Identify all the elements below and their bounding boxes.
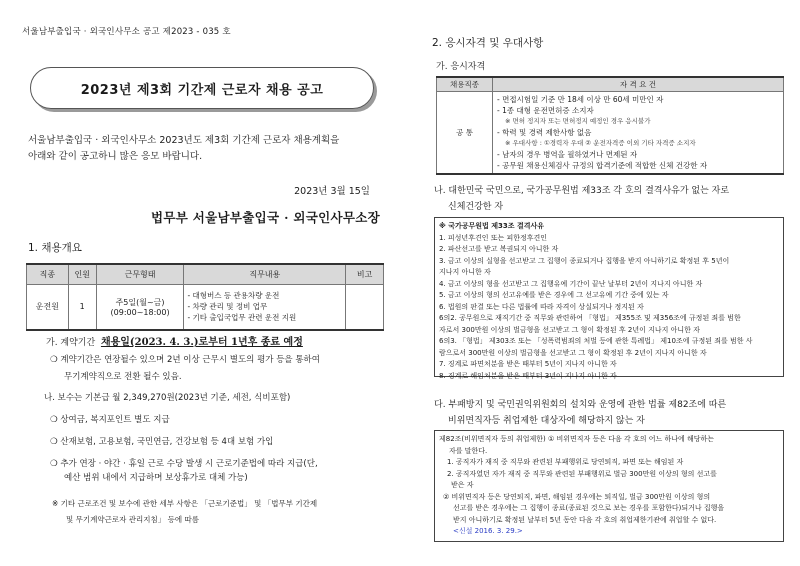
restriction-line: 비위면직자등 취업제한 대상자에 해당하지 않는 자 bbox=[448, 416, 645, 426]
intro-line: 아래와 같이 공고하니 많은 응모 바랍니다. bbox=[28, 151, 203, 162]
list-item: ❍ 산재보험, 고용보험, 국민연금, 건강보험 등 4대 보험 가입 bbox=[50, 437, 274, 447]
category-cell: 공 통 bbox=[437, 91, 493, 174]
disqualification-reasons-box bbox=[434, 217, 784, 380]
law-article-line: 1. 공직자가 재직 중 직무와 관련된 부패행위로 당연퇴직, 파면 또는 해임된 자 bbox=[447, 458, 684, 466]
note-cell bbox=[346, 284, 384, 330]
table-row bbox=[437, 91, 784, 174]
salary-bullets bbox=[50, 413, 390, 485]
intro-line: 서울남부출입국 · 외국인사무소 2023년도 제3회 기간제 근로자 채용계획을 bbox=[28, 135, 340, 146]
table-header-row bbox=[27, 264, 384, 284]
disqualification-line: 2. 파산선고를 받고 복권되지 아니한 자 bbox=[439, 245, 559, 253]
work-conditions-note bbox=[52, 496, 392, 528]
eligibility-line: 나. 대한민국 국민으로, 국가공무원법 제33조 각 호의 결격사유가 없는 자로 bbox=[434, 186, 730, 196]
list-item: ❍ 상여금, 복지포인트 별도 지급 bbox=[50, 415, 170, 425]
requirements-cell bbox=[493, 91, 784, 174]
disqualification-line: 지나지 아니한 자 bbox=[439, 268, 491, 276]
table-header-cell: 채용직종 bbox=[437, 77, 493, 91]
requirement-subnote: ※ 우대사항 : ①경력자 우대 ② 운전자격증 이외 기타 자격증 소지자 bbox=[505, 138, 696, 147]
note-line: 및 무기계약근로자 관리지침」 등에 따름 bbox=[66, 515, 199, 524]
work-hours: (09:00~18:00) bbox=[110, 307, 170, 317]
table-header-cell: 인원 bbox=[68, 264, 96, 284]
section-heading-qualifications: 2. 응시자격 및 우대사항 bbox=[432, 37, 544, 49]
law-article-line: ② 비위면직자 등은 당연퇴직, 파면, 해임된 경우에는 퇴직일, 벌금 300만원 이상의 형의 bbox=[443, 492, 711, 501]
disqualification-line: 6의2. 공무원으로 재직기간 중 직무와 관련하여 「형법」 제355조 및 제356조에 규정된 죄를 범한 bbox=[439, 314, 741, 322]
law-article-line: 받지 아니하기로 확정된 날부터 5년 동안 다음 각 호의 취업제한기관에 취업할 수 없다. bbox=[453, 515, 717, 524]
contract-period-bullet bbox=[50, 352, 390, 386]
section-heading-recruitment-overview: 1. 채용개요 bbox=[28, 242, 82, 254]
contract-period bbox=[46, 333, 303, 348]
issuer-name: 법무부 서울남부출입국 · 외국인사무소장 bbox=[151, 210, 380, 225]
law-article-box bbox=[434, 430, 784, 542]
law-article-line: 제82조(비위면직자 등의 취업제한) ① 비위면직자 등은 다음 각 호의 어느 하나에 해당하는 bbox=[439, 435, 715, 443]
table-header-cell: 비고 bbox=[346, 264, 384, 284]
job-cell: 운전원 bbox=[27, 284, 69, 330]
disqualification-line: 4. 금고 이상의 형을 선고받고 그 집행유예 기간이 끝난 날부터 2년이 지나지 아니한 자 bbox=[439, 279, 703, 288]
requirement-line: - 면접시험일 기준 만 18세 이상 만 60세 미만인 자 bbox=[497, 94, 664, 104]
disqualification-line: 6의3. 「형법」 제303조 또는 「성폭력범죄의 처벌 등에 관한 특례법」 제10조에 규정된 죄를 범한 사 bbox=[439, 337, 753, 345]
requirement-line: - 남자의 경우 병역을 필하였거나 면제된 자 bbox=[497, 149, 638, 159]
notice-title-text: 2023년 제3회 기간제 근로자 채용 공고 bbox=[80, 82, 324, 98]
contract-period-value: 채용일(2023. 4. 3.)로부터 1년후 종료 예정 bbox=[100, 337, 303, 348]
duty-item: - 대형버스 등 관용차량 운전 bbox=[187, 291, 280, 301]
recruitment-table bbox=[26, 263, 384, 331]
table-header-cell: 직종 bbox=[27, 264, 69, 284]
disqualification-line: 7. 징계로 파면처분을 받은 때부터 5년이 지나지 아니한 자 bbox=[439, 360, 617, 368]
disqualification-line: 8. 징계로 해임처분을 받은 때부터 3년이 지나지 아니한 자 bbox=[439, 371, 617, 380]
notice-date: 2023년 3월 15일 bbox=[294, 186, 370, 197]
list-item-continuation: 예산 범위 내에서 지급하며 보상휴가로 대체 가능) bbox=[64, 473, 248, 483]
revision-note: <신설 2016. 3. 29.> bbox=[453, 527, 523, 535]
salary-text: 나. 보수는 기본급 월 2,349,270원(2023년 기준, 세전, 식비포함) bbox=[44, 393, 291, 403]
requirement-line: - 1종 대형 운전면허증 소지자 bbox=[497, 105, 594, 115]
disqualification-line: 자로서 300만원 이상의 벌금형을 선고받고 그 형이 확정된 후 2년이 지나지 아니한 자 bbox=[439, 325, 700, 334]
bullet-line: 무기계약직으로 전환 될수 있음. bbox=[64, 372, 182, 382]
disqualification-line: 3. 금고 이상의 실형을 선고받고 그 집행이 종료되거나 집행을 받지 아니하기로 확정된 후 5년이 bbox=[439, 256, 730, 265]
table-header-cell: 근무형태 bbox=[96, 264, 184, 284]
law-article-line: 받은 자 bbox=[451, 481, 474, 489]
table-header-row bbox=[437, 77, 784, 91]
work-days: 주5일(월~금) bbox=[115, 297, 165, 307]
box-title: ※ 국가공무원법 제33조 결격사유 bbox=[439, 222, 545, 230]
list-item: ❍ 추가 연장 · 야간 · 휴일 근로 수당 발생 시 근로기준법에 따라 지급(단, bbox=[50, 459, 318, 469]
restriction-line: 다. 부패방지 및 국민권익위원회의 설치와 운영에 관한 법률 제82조에 따른 bbox=[434, 400, 727, 410]
law-article-line: 자를 말한다. bbox=[449, 446, 488, 455]
work-form-cell bbox=[96, 284, 184, 330]
duty-item: - 차량 관리 및 정비 업무 bbox=[187, 302, 268, 312]
notice-reference-number: 서울남부출입국 · 외국인사무소 공고 제2023 - 035 호 bbox=[22, 27, 231, 37]
table-header-cell: 자 격 요 건 bbox=[493, 77, 784, 91]
eligibility-line: 신체건강한 자 bbox=[448, 202, 504, 212]
disqualification-line: 람으로서 300만원 이상의 벌금형을 선고받고 그 형이 확정된 후 2년이 지나지 아니한 자 bbox=[439, 348, 707, 357]
law-article-line: 선고를 받은 경우에는 그 집행이 종료(종료된 것으로 보는 경우를 포함한다)되거나 집행을 bbox=[453, 504, 725, 512]
duties-cell bbox=[184, 284, 346, 330]
disqualification-line: 6. 법원의 판결 또는 다른 법률에 따라 자격이 상실되거나 정지된 자 bbox=[439, 302, 644, 311]
law-article-line: 2. 공직자였던 자가 재직 중 직무와 관련된 부패행위로 벌금 300만원 이상의 형의 선고를 bbox=[447, 469, 717, 478]
table-header-cell: 직무내용 bbox=[184, 264, 346, 284]
notice-title bbox=[30, 67, 374, 109]
duty-item: - 기타 출입국업무 관련 운전 지원 bbox=[187, 313, 297, 323]
eligibility-text bbox=[434, 183, 784, 215]
intro-paragraph bbox=[28, 133, 388, 165]
requirement-subnote: ※ 면허 정지자 또는 면허정지 예정인 경우 응시불가 bbox=[505, 116, 651, 125]
contract-period-label: 가. 계약기간 bbox=[46, 338, 96, 348]
count-cell: 1 bbox=[68, 284, 96, 330]
disqualification-line: 5. 금고 이상의 형의 선고유예를 받은 경우에 그 선고유예 기간 중에 있는 자 bbox=[439, 291, 669, 299]
bullet-line: ❍ 계약기간은 연장될수 있으며 2년 이상 근무시 별도의 평가 등을 통하여 bbox=[50, 355, 320, 365]
requirement-line: - 학력 및 경력 제한사항 없음 bbox=[497, 127, 592, 137]
qualifications-table bbox=[436, 76, 784, 175]
requirement-line: - 공무원 채용신체검사 규정의 합격기준에 적합한 신체 건강한 자 bbox=[497, 160, 708, 170]
table-row bbox=[27, 284, 384, 330]
note-line: ※ 기타 근로조건 및 보수에 관한 세부 사항은 「근로기준법」 및 「법무부 기간제 bbox=[52, 499, 318, 508]
employment-restriction-text bbox=[434, 397, 784, 429]
disqualification-line: 1. 피성년후견인 또는 피한정후견인 bbox=[439, 233, 548, 242]
qualifications-label: 가. 응시자격 bbox=[436, 62, 486, 72]
